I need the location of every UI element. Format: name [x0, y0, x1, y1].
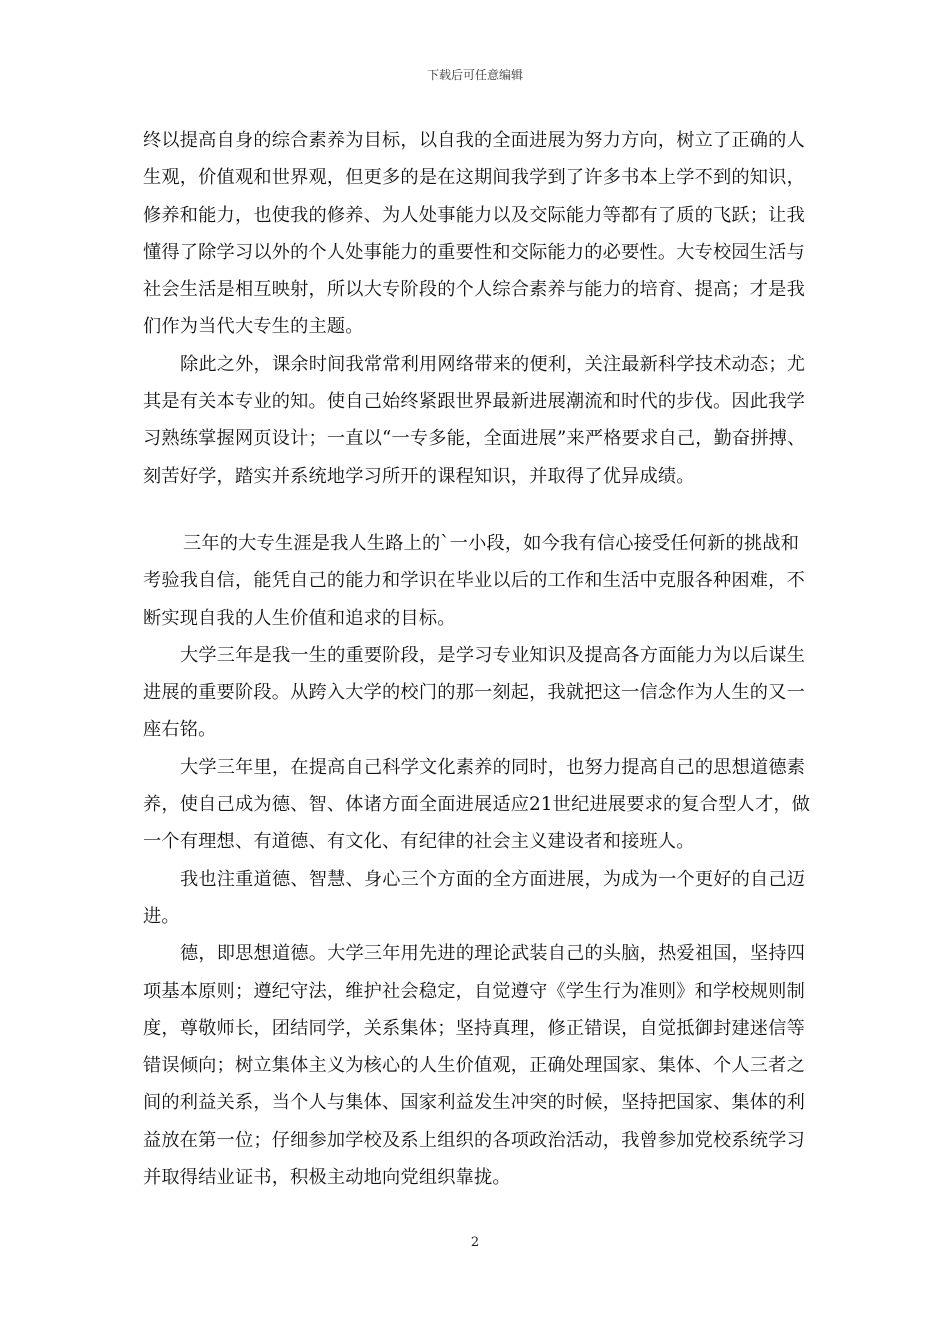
paragraph-1: 终以提高自身的综合素养为目标，以自我的全面进展为努力方向，树立了正确的人生观，价值观和世界观，但更多的是在这期间我学到了许多书本上学不到的知识，修养和能力，也使我的修养、为人处事能力以及交际能力等都有了质的飞跃；让我懂得了除学习以外的个人处事能力的重要性和交际能力的必要性。大专校园生活与社会生活是相互映射，所以大专阶段的个人综合素养与能力的培育、提高；才是我们作为当代大专生的主题。 [143, 130, 805, 338]
paragraph-7: 德，即思想道德。大学三年用先进的理论武装自己的头脑，热爱祖国，坚持四项基本原则；遵纪守法，维护社会稳定，自觉遵守《学生行为准则》和学校规则制度，尊敬师长，团结同学，关系集体；坚持真理，修正错误，自觉抵御封建迷信等错误倾向；树立集体主义为核心的人生价值观，正确处理国家、集体、个人三者之间的利益关系，当个人与集体、国家利益发生冲突的时候，坚持把国家、集体的利益放在第一位；仔细参加学校及系上组织的各项政治活动，我曾参加党校系统学习并取得结业证书，积极主动地向党组织靠拢。 [143, 943, 806, 1189]
document-body [143, 122, 813, 1196]
page-number: 2 [470, 1235, 480, 1250]
paragraph-3: 三年的大专生涯是我人生路上的`一小段，如今我有信心接受任何新的挑战和考验我自信，能凭自己的能力和学识在毕业以后的工作和生活中克服各种困难，不断实现自我的人生价值和追求的目标。 [143, 532, 805, 629]
paragraph-gap [143, 495, 813, 525]
page-header: 下载后可任意编辑 [426, 68, 523, 82]
paragraph-5: 大学三年里，在提高自己科学文化素养的同时，也努力提高自己的思想道德素养，使自己成为德、智、体诸方面全面进展适应21世纪进展要求的复合型人才，做一个有理想、有道德、有文化、有纪律的社会主义建设者和接班人。 [143, 756, 811, 853]
paragraph-4: 大学三年是我一生的重要阶段，是学习专业知识及提高各方面能力为以后谋生进展的重要阶段。从跨入大学的校门的那一刻起，我就把这一信念作为人生的又一座右铭。 [143, 644, 806, 741]
paragraph-6: 我也注重道德、智慧、身心三个方面的全方面进展，为成为一个更好的自己迈进。 [143, 868, 806, 927]
paragraph-2: 除此之外，课余时间我常常利用网络带来的便利，关注最新科学技术动态；尤其是有关本专业的知。使自己始终紧跟世界最新进展潮流和时代的步伐。因此我学习熟练掌握网页设计；一直以“一专多能，全面进展”来严格要求自己，勤奋拼搏、刻苦好学，踏实并系统地学习所开的课程知识，并取得了优异成绩。 [143, 353, 806, 487]
